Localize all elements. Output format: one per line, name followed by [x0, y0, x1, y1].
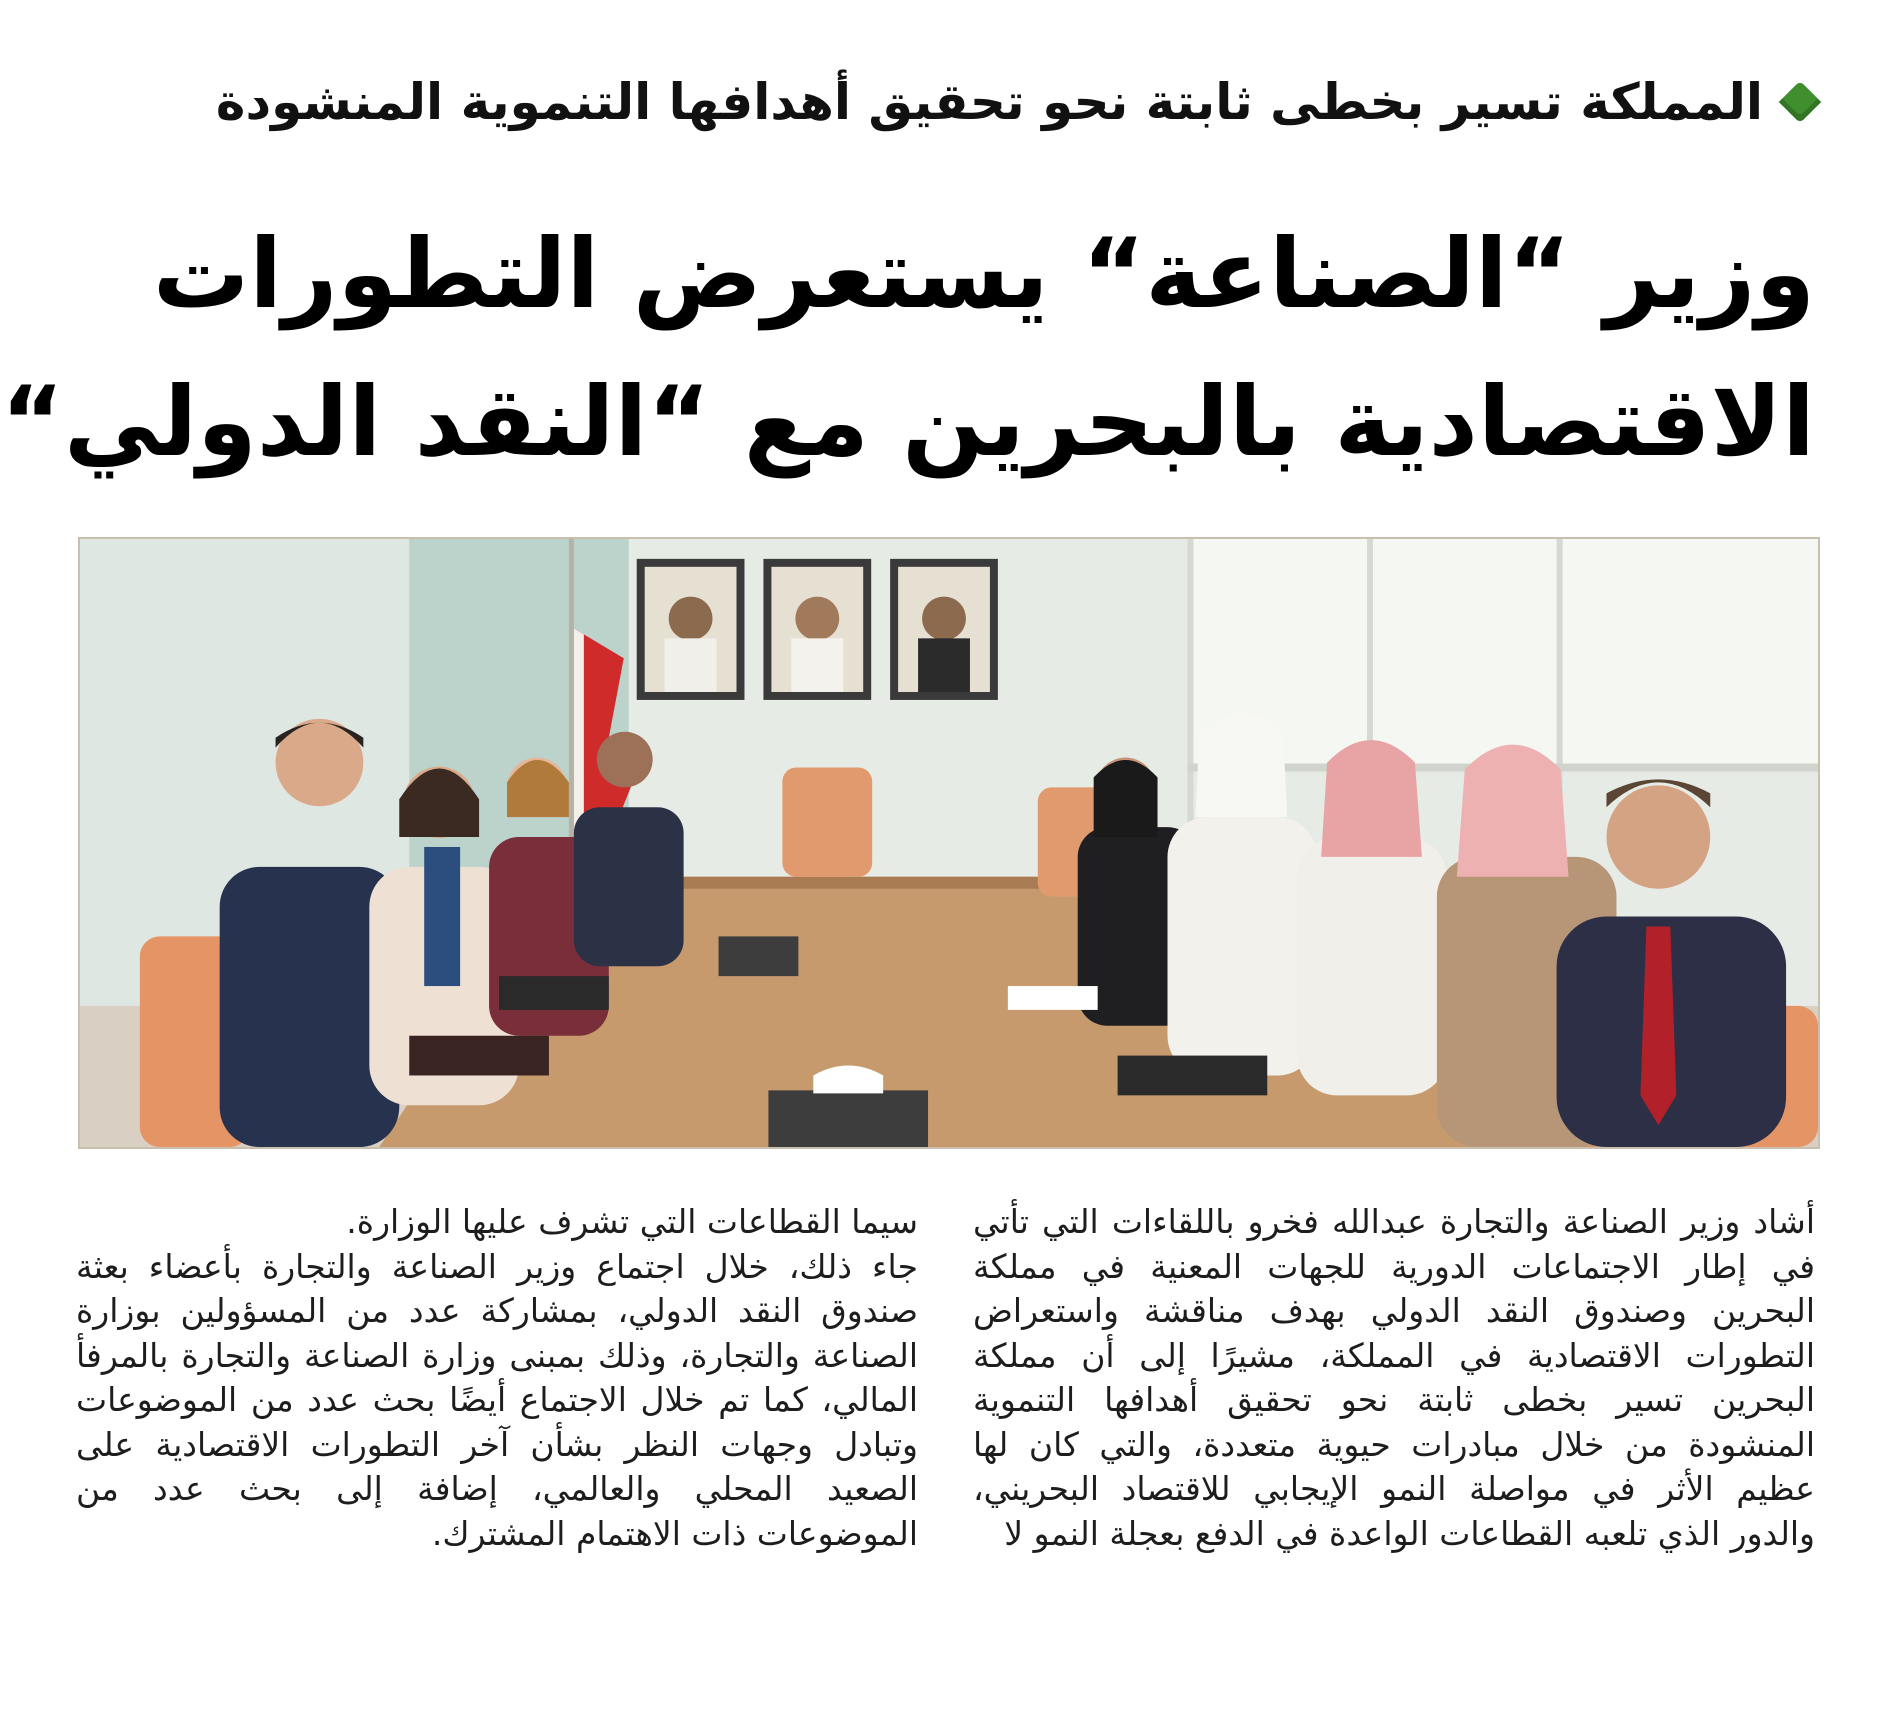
article-column-left: [76, 1200, 918, 1556]
bullet-leaf-icon: [1779, 81, 1821, 123]
kicker-text: المملكة تسير بخطى ثابتة نحو تحقيق أهدافها التنموية المنشودة: [215, 73, 1763, 131]
headline: [0, 200, 1815, 496]
headline-line-1: وزير “الصناعة“ يستعرض التطورات: [152, 218, 1815, 330]
kicker: [80, 62, 1815, 142]
article-column-right: [973, 1200, 1815, 1556]
article-paragraph: أشاد وزير الصناعة والتجارة عبدالله فخرو باللقاءات التي تأتي في إطار الاجتماعات الدورية للجهات المعنية في مملكة البحرين وصندوق النقد الدولي بهدف مناقشة واستعراض التطورات الاقتصادية في المملكة، مشيرًا إلى أن مملكة البحرين تسير بخطى ثابتة نحو تحقيق أهدافها التنموية المنشودة من خلال مبادرات حيوية متعددة، والتي كان لها عظيم الأثر في مواصلة النمو الإيجابي للاقتصاد البحريني، والدور الذي تلعبه القطاعات الواعدة في الدفع بعجلة النمو لا: [973, 1202, 1815, 1553]
meeting-photo: [78, 537, 1820, 1149]
article-paragraph: سيما القطاعات التي تشرف عليها الوزارة.: [346, 1202, 918, 1241]
portrait-frames: [637, 559, 998, 700]
headline-line-2: الاقتصادية بالبحرين مع “النقد الدولي“: [0, 366, 1815, 478]
article-paragraph: جاء ذلك، خلال اجتماع وزير الصناعة والتجارة بأعضاء بعثة صندوق النقد الدولي، بمشاركة عدد من المسؤولين بوزارة الصناعة والتجارة، وذلك بمبنى وزارة الصناعة والتجارة بالمرفأ المالي، كما تم خلال الاجتماع أيضًا بحث عدد من الموضوعات وتبادل وجهات النظر بشأن آخر التطورات الاقتصادية على الصعيد المحلي والعالمي، إضافة إلى بحث عدد من الموضوعات ذات الاهتمام المشترك.: [76, 1246, 918, 1553]
meeting-photo-illustration: [80, 539, 1818, 1147]
